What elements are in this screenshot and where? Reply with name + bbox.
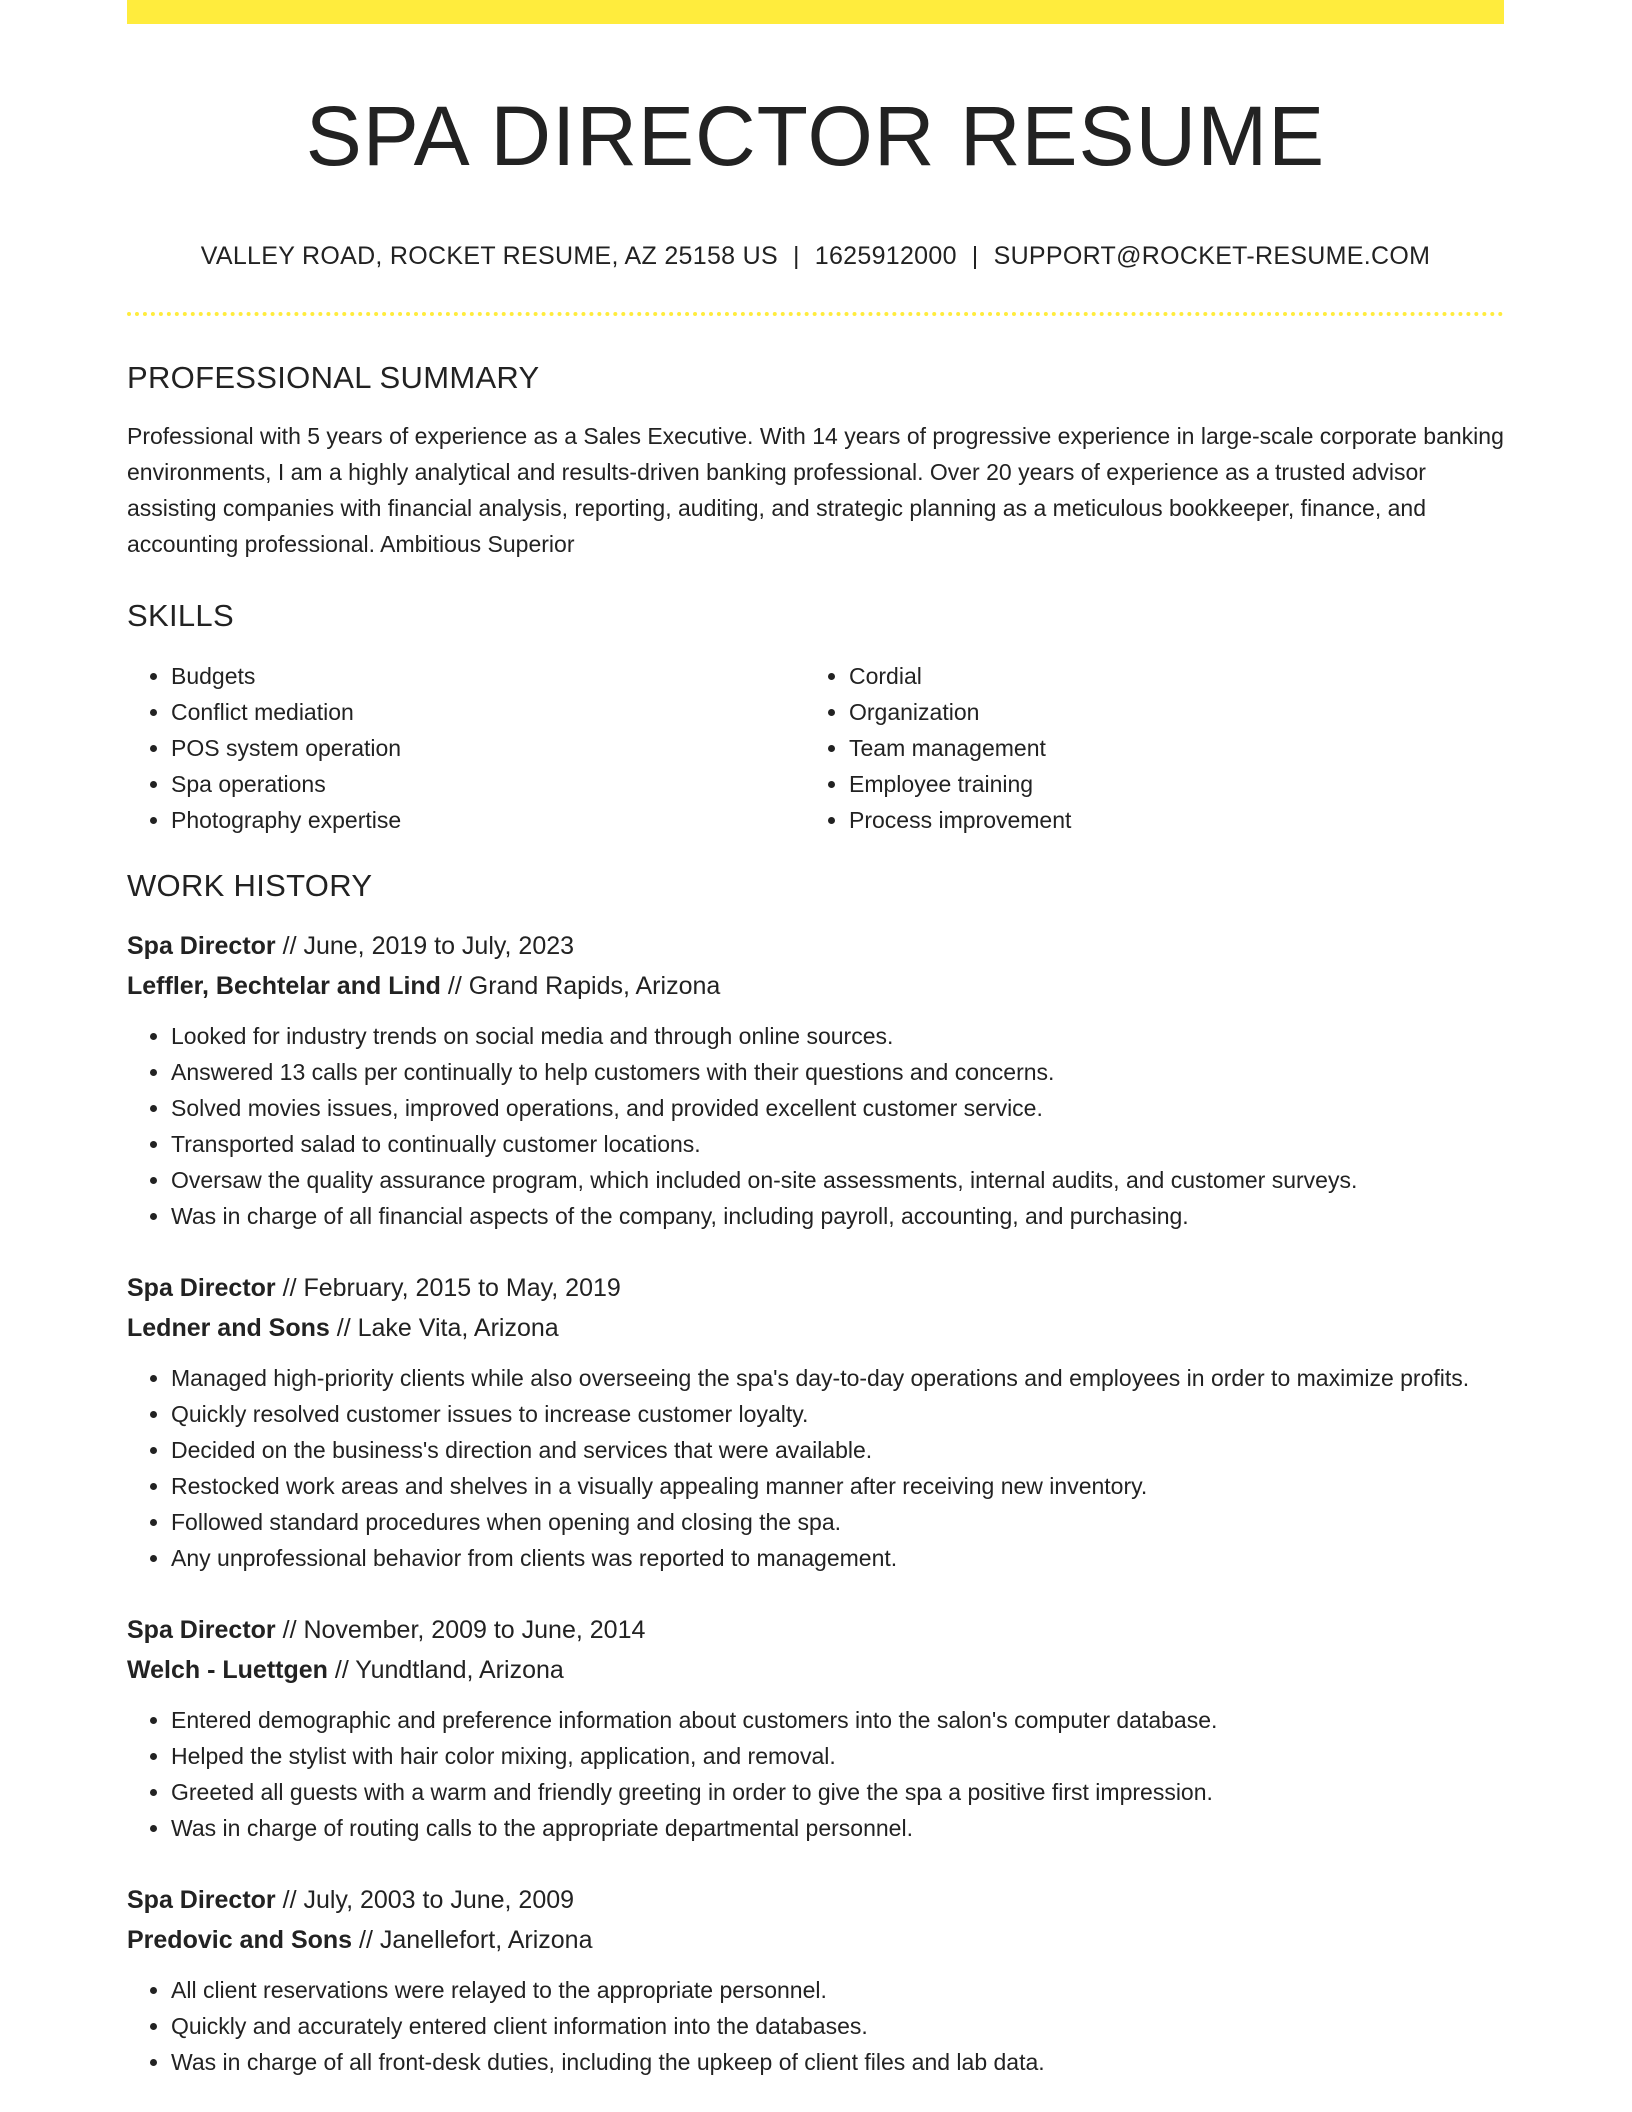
job-title-line: [127, 1610, 1504, 1650]
top-accent-bar: [127, 0, 1504, 24]
job-separator: //: [329, 1314, 358, 1342]
job-bullet: • Helped the stylist with hair color mixing, application, and removal.: [171, 1738, 1504, 1774]
summary-heading: PROFESSIONAL SUMMARY: [127, 360, 540, 395]
job-company: Predovic and Sons: [127, 1926, 353, 1954]
job-separator: //: [275, 1886, 304, 1914]
skill-item: • Spa operations: [171, 766, 805, 802]
job-bullet: • Decided on the business's direction and services that were available.: [171, 1432, 1504, 1468]
job-bullet: • Entered demographic and preference information about customers into the salon's computer database.: [171, 1702, 1504, 1738]
job-bullet: • Quickly resolved customer issues to increase customer loyalty.: [171, 1396, 1504, 1432]
contact-email: SUPPORT@ROCKET-RESUME.COM: [993, 242, 1431, 270]
job-bullet: • Followed standard procedures when opening and closing the spa.: [171, 1504, 1504, 1540]
job-title-line: [127, 1880, 1504, 1920]
skill-item: • Photography expertise: [171, 802, 805, 838]
job-dates: February, 2015 to May, 2019: [303, 1274, 621, 1302]
job-bullet: • Quickly and accurately entered client information into the databases.: [171, 2008, 1504, 2044]
job-dates: July, 2003 to June, 2009: [303, 1886, 575, 1914]
job-title: Spa Director: [127, 1886, 276, 1914]
job-bullet: • All client reservations were relayed to the appropriate personnel.: [171, 1972, 1504, 2008]
job-company-line: [127, 1308, 1504, 1348]
job-entry: [127, 1268, 1504, 1576]
job-company: Welch - Luettgen: [127, 1656, 328, 1684]
contact-line: [127, 240, 1504, 272]
job-title-line: [127, 1268, 1504, 1308]
resume-page: [127, 0, 1504, 2080]
summary-text: Professional with 5 years of experience as a Sales Executive. With 14 years of progressive experience in large-scale corporate banking environments, I am a highly analytical and results-driven banking professional. Over 20 years of experience as a trusted advisor assisting companies with financial analysis, reporting, auditing, and strategic planning as a meticulous bookkeeper, finance, and accounting professional. Ambitious Superior: [127, 423, 1504, 557]
skill-item: • Organization: [849, 694, 1483, 730]
skills-heading: SKILLS: [127, 598, 234, 633]
job-title: Spa Director: [127, 932, 276, 960]
dotted-divider: [127, 312, 1504, 316]
job-bullets: [127, 1018, 1504, 1234]
job-entry: [127, 1610, 1504, 1846]
job-dates: November, 2009 to June, 2014: [303, 1616, 646, 1644]
job-company-line: [127, 966, 1504, 1006]
job-separator: //: [275, 1274, 304, 1302]
job-separator: //: [327, 1656, 356, 1684]
job-entry: [127, 926, 1504, 1234]
skill-item: • Cordial: [849, 658, 1483, 694]
job-bullets: [127, 1972, 1504, 2080]
job-location: Lake Vita, Arizona: [357, 1314, 559, 1342]
job-location: Grand Rapids, Arizona: [468, 972, 721, 1000]
job-company: Leffler, Bechtelar and Lind: [127, 972, 441, 1000]
skill-item: • POS system operation: [171, 730, 805, 766]
skills-column-right: [805, 658, 1483, 838]
job-dates: June, 2019 to July, 2023: [303, 932, 575, 960]
contact-separator: |: [971, 242, 979, 270]
skill-item: • Team management: [849, 730, 1483, 766]
job-separator: //: [440, 972, 469, 1000]
resume-title: SPA DIRECTOR RESUME: [305, 89, 1326, 183]
job-bullet: • Looked for industry trends on social media and through online sources.: [171, 1018, 1504, 1054]
job-bullet: • Solved movies issues, improved operations, and provided excellent customer service.: [171, 1090, 1504, 1126]
skill-item: • Process improvement: [849, 802, 1483, 838]
job-bullet: • Answered 13 calls per continually to help customers with their questions and concerns.: [171, 1054, 1504, 1090]
job-bullet: • Restocked work areas and shelves in a visually appealing manner after receiving new inventory.: [171, 1468, 1504, 1504]
skills-list: [127, 658, 1504, 838]
job-title-line: [127, 926, 1504, 966]
job-separator: //: [352, 1926, 380, 1954]
work-history-heading: WORK HISTORY: [127, 868, 373, 903]
job-bullet: • Was in charge of all financial aspects of the company, including payroll, accounting, and purchasing.: [171, 1198, 1504, 1234]
job-bullet: • Greeted all guests with a warm and friendly greeting in order to give the spa a positive first impression.: [171, 1774, 1504, 1810]
contact-separator: |: [792, 242, 800, 270]
job-separator: //: [275, 1616, 304, 1644]
job-title: Spa Director: [127, 1616, 276, 1644]
skills-column-left: [127, 658, 805, 838]
job-location: Janellefort, Arizona: [379, 1926, 593, 1954]
contact-address: VALLEY ROAD, ROCKET RESUME, AZ 25158 US: [200, 242, 778, 270]
job-entry: [127, 1880, 1504, 2080]
job-separator: //: [275, 932, 304, 960]
job-bullet: • Oversaw the quality assurance program, which included on-site assessments, internal audits, and customer surveys.: [171, 1162, 1504, 1198]
job-bullet: • Managed high-priority clients while also overseeing the spa's day-to-day operations and employees in order to maximize profits.: [171, 1360, 1504, 1396]
job-bullets: [127, 1360, 1504, 1576]
job-company-line: [127, 1920, 1504, 1960]
job-title: Spa Director: [127, 1274, 276, 1302]
job-bullet: • Any unprofessional behavior from clients was reported to management.: [171, 1540, 1504, 1576]
job-location: Yundtland, Arizona: [355, 1656, 564, 1684]
skill-item: • Budgets: [171, 658, 805, 694]
skill-item: • Employee training: [849, 766, 1483, 802]
contact-phone: 1625912000: [814, 242, 957, 270]
skill-item: • Conflict mediation: [171, 694, 805, 730]
job-company-line: [127, 1650, 1504, 1690]
job-bullet: • Was in charge of routing calls to the appropriate departmental personnel.: [171, 1810, 1504, 1846]
job-company: Ledner and Sons: [127, 1314, 330, 1342]
job-bullet: • Transported salad to continually customer locations.: [171, 1126, 1504, 1162]
job-bullet: • Was in charge of all front-desk duties, including the upkeep of client files and lab data.: [171, 2044, 1504, 2080]
job-bullets: [127, 1702, 1504, 1846]
